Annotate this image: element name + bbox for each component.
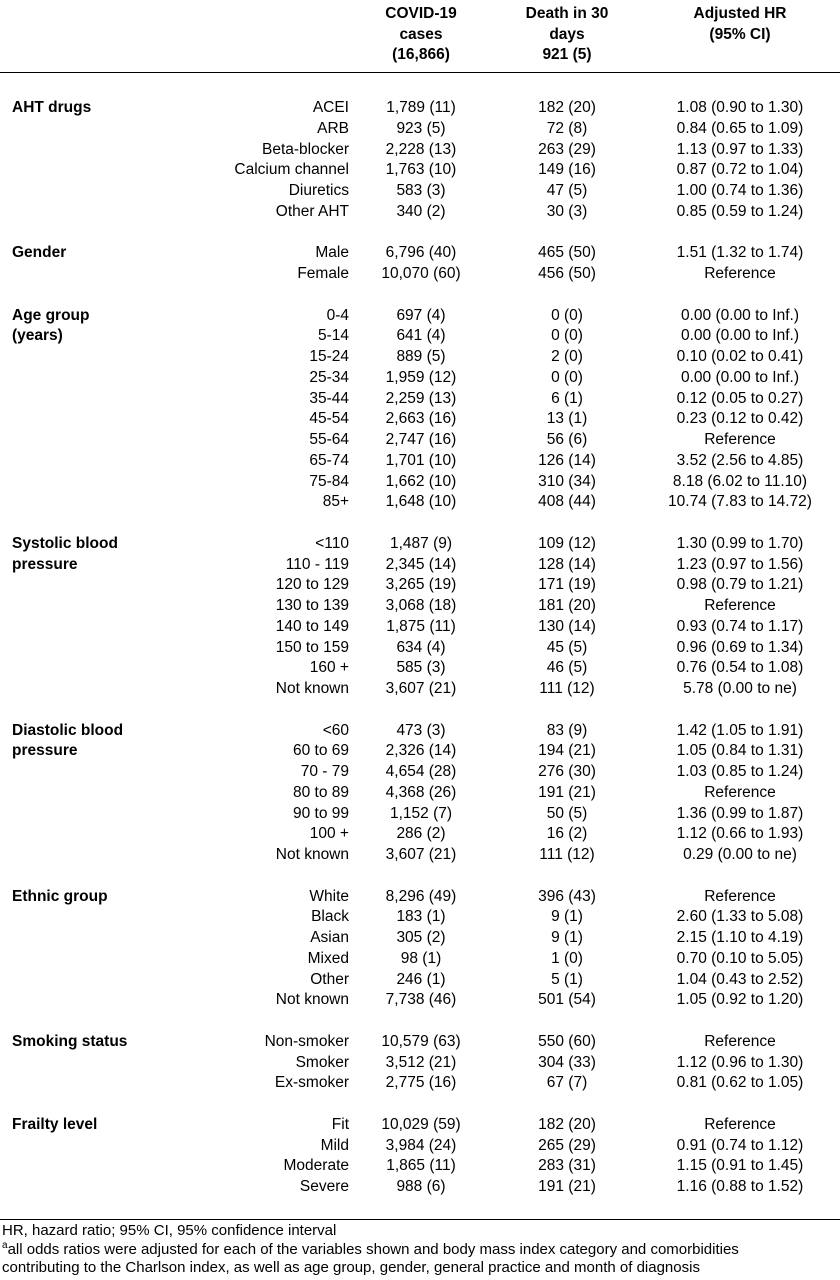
death-cell: 149 (16) bbox=[538, 161, 596, 179]
cases-cell: 1,865 (11) bbox=[386, 1157, 456, 1175]
row-label: Beta-blocker bbox=[261, 140, 349, 158]
header-hr bbox=[650, 0, 830, 72]
cases-cell: 340 (2) bbox=[396, 202, 446, 220]
death-cell: 310 (34) bbox=[538, 472, 596, 490]
cases-cell: 1,763 (10) bbox=[385, 161, 457, 179]
footer-rule bbox=[0, 1219, 840, 1220]
row-label: 140 to 149 bbox=[275, 617, 349, 635]
hr-cell: 10.74 (7.83 to 14.72) bbox=[668, 493, 812, 511]
group-label: Ethnic group bbox=[12, 887, 108, 905]
death-cell: 130 (14) bbox=[538, 617, 596, 635]
death-cell: 182 (20) bbox=[538, 99, 596, 116]
row-label: Mild bbox=[320, 1136, 349, 1154]
death-cell: 191 (21) bbox=[538, 783, 596, 801]
cases-cell: 7,738 (46) bbox=[385, 991, 457, 1009]
row-label: 90 to 99 bbox=[292, 804, 349, 822]
row-label: 45-54 bbox=[309, 410, 349, 428]
death-cell: 5 (1) bbox=[551, 970, 583, 988]
death-cell: 128 (14) bbox=[538, 555, 596, 573]
death-cell: 396 (43) bbox=[538, 887, 596, 905]
group-label: Systolic blood bbox=[12, 534, 118, 552]
hr-cell: Reference bbox=[704, 265, 776, 282]
death-cell: 182 (20) bbox=[538, 1115, 596, 1133]
row-label: <110 bbox=[315, 534, 349, 552]
hr-cell: 2.60 (1.33 to 5.08) bbox=[676, 908, 804, 926]
cases-cell: 2,345 (14) bbox=[385, 555, 457, 573]
hr-cell: 1.12 (0.66 to 1.93) bbox=[676, 825, 804, 843]
death-cell: 0 (0) bbox=[551, 327, 583, 345]
death-cell: 408 (44) bbox=[538, 493, 596, 511]
hr-cell: 1.08 (0.90 to 1.30) bbox=[676, 99, 804, 116]
death-cell: 283 (31) bbox=[538, 1157, 596, 1175]
hr-cell: 0.76 (0.54 to 1.08) bbox=[676, 659, 804, 677]
group-label: Gender bbox=[12, 244, 67, 262]
group-label: Age group bbox=[12, 306, 90, 324]
death-cell: 126 (14) bbox=[538, 451, 596, 469]
cases-cell: 1,875 (11) bbox=[386, 617, 456, 635]
cases-cell: 98 (1) bbox=[400, 949, 442, 967]
footnote-adjustment-line-2: contributing to the Charlson index, as well as age group, gender, general practice and month of diagnosis bbox=[2, 1259, 700, 1276]
hr-cell: 1.03 (0.85 to 1.24) bbox=[676, 763, 804, 780]
header-cases-line-3: (16,866) bbox=[392, 46, 450, 63]
hr-cell: Reference bbox=[704, 1032, 776, 1050]
row-label: ACEI bbox=[312, 99, 349, 116]
death-cell: 45 (5) bbox=[546, 638, 588, 656]
row-label: 65-74 bbox=[309, 451, 349, 469]
hr-cell: 1.05 (0.84 to 1.31) bbox=[676, 742, 804, 760]
hr-cell: Reference bbox=[704, 597, 776, 614]
row-label: 85+ bbox=[322, 493, 349, 511]
hr-cell: 0.10 (0.02 to 0.41) bbox=[676, 348, 804, 365]
death-cell: 501 (54) bbox=[538, 991, 596, 1009]
group-label: Smoking status bbox=[12, 1032, 128, 1050]
cases-cell: 2,259 (13) bbox=[385, 389, 457, 407]
cases-cell: 183 (1) bbox=[396, 908, 446, 926]
cases-cell: 697 (4) bbox=[396, 306, 446, 324]
hr-cell: 0.91 (0.74 to 1.12) bbox=[676, 1136, 804, 1154]
header-death-line-1: Death in 30 bbox=[525, 5, 609, 22]
death-cell: 47 (5) bbox=[546, 182, 588, 199]
row-label: Not known bbox=[275, 991, 349, 1009]
row-label: 110 - 119 bbox=[285, 555, 349, 573]
footnote-abbreviations: HR, hazard ratio; 95% CI, 95% confidence interval bbox=[2, 1222, 337, 1239]
cases-cell: 1,487 (9) bbox=[389, 534, 453, 552]
death-cell: 194 (21) bbox=[538, 742, 596, 760]
death-cell: 263 (29) bbox=[538, 140, 596, 158]
row-label: ARB bbox=[317, 119, 349, 137]
hr-cell: 0.96 (0.69 to 1.34) bbox=[676, 638, 804, 656]
cases-cell: 2,228 (13) bbox=[385, 140, 457, 158]
death-cell: 13 (1) bbox=[546, 410, 588, 428]
hr-cell: 1.36 (0.99 to 1.87) bbox=[676, 804, 804, 822]
cases-cell: 641 (4) bbox=[396, 327, 446, 345]
row-label: Black bbox=[311, 908, 349, 926]
header-death-line-3: 921 (5) bbox=[542, 46, 592, 63]
cases-cell: 1,648 (10) bbox=[385, 493, 457, 511]
cases-cell: 246 (1) bbox=[396, 970, 446, 988]
hr-cell: 0.87 (0.72 to 1.04) bbox=[676, 161, 804, 179]
hr-cell: 1.12 (0.96 to 1.30) bbox=[676, 1053, 804, 1071]
death-cell: 109 (12) bbox=[538, 534, 596, 552]
row-label: Fit bbox=[331, 1115, 349, 1133]
row-label: Diuretics bbox=[288, 182, 349, 199]
death-cell: 56 (6) bbox=[546, 431, 588, 448]
death-cell: 111 (12) bbox=[539, 846, 595, 863]
cases-cell: 923 (5) bbox=[396, 119, 446, 137]
row-label: <60 bbox=[322, 721, 349, 739]
death-cell: 276 (30) bbox=[538, 763, 596, 780]
header-cases-line-1: COVID-19 bbox=[385, 5, 457, 22]
death-cell: 6 (1) bbox=[551, 389, 583, 407]
death-cell: 304 (33) bbox=[538, 1053, 596, 1071]
hr-cell: 0.98 (0.79 to 1.21) bbox=[676, 576, 804, 594]
hr-cell: 0.81 (0.62 to 1.05) bbox=[676, 1074, 804, 1092]
group-label: AHT drugs bbox=[12, 99, 92, 116]
death-cell: 111 (12) bbox=[539, 680, 595, 697]
hr-cell: 0.93 (0.74 to 1.17) bbox=[676, 617, 804, 635]
hr-cell: Reference bbox=[704, 431, 776, 448]
row-label: 60 to 69 bbox=[292, 742, 349, 760]
hr-cell: 1.51 (1.32 to 1.74) bbox=[676, 244, 804, 262]
hr-cell: 0.29 (0.00 to ne) bbox=[683, 846, 797, 863]
row-label: 80 to 89 bbox=[292, 783, 349, 801]
group-label: (years) bbox=[12, 327, 63, 345]
row-label: Female bbox=[297, 265, 349, 282]
row-label: 150 to 159 bbox=[275, 638, 349, 656]
row-label: Other AHT bbox=[275, 202, 349, 220]
hr-cell: 0.00 (0.00 to Inf.) bbox=[680, 368, 800, 386]
header-hr-line-1: Adjusted HR bbox=[693, 5, 787, 22]
hr-cell: 0.85 (0.59 to 1.24) bbox=[676, 202, 804, 220]
cases-cell: 305 (2) bbox=[396, 929, 446, 946]
row-label: Not known bbox=[275, 846, 349, 863]
hr-cell: 0.23 (0.12 to 0.42) bbox=[676, 410, 804, 428]
hr-cell: Reference bbox=[704, 887, 776, 905]
row-label: 5-14 bbox=[317, 327, 349, 345]
cases-cell: 585 (3) bbox=[396, 659, 446, 677]
row-label: Asian bbox=[310, 929, 349, 946]
death-cell: 265 (29) bbox=[538, 1136, 596, 1154]
row-label: Severe bbox=[299, 1178, 349, 1195]
header-death bbox=[497, 0, 637, 72]
row-label: 75-84 bbox=[309, 472, 349, 490]
hr-cell: 1.15 (0.91 to 1.45) bbox=[676, 1157, 804, 1175]
hr-cell: 3.52 (2.56 to 4.85) bbox=[676, 451, 804, 469]
footnote-adjustment-line-1 bbox=[2, 1241, 838, 1260]
row-label: Smoker bbox=[295, 1053, 349, 1071]
death-cell: 9 (1) bbox=[551, 908, 583, 926]
death-cell: 191 (21) bbox=[538, 1178, 596, 1195]
hr-cell: 1.30 (0.99 to 1.70) bbox=[676, 534, 804, 552]
death-cell: 171 (19) bbox=[538, 576, 596, 594]
cases-cell: 10,579 (63) bbox=[381, 1032, 461, 1050]
hr-cell: 1.05 (0.92 to 1.20) bbox=[676, 991, 804, 1009]
hr-cell: 1.42 (1.05 to 1.91) bbox=[676, 721, 804, 739]
cases-cell: 8,296 (49) bbox=[385, 887, 457, 905]
hr-cell: 1.00 (0.74 to 1.36) bbox=[676, 182, 804, 199]
cases-cell: 1,789 (11) bbox=[386, 99, 456, 116]
hr-cell: 2.15 (1.10 to 4.19) bbox=[676, 929, 804, 946]
header-cases-line-2: cases bbox=[399, 25, 443, 43]
death-cell: 83 (9) bbox=[546, 721, 588, 739]
cases-cell: 2,775 (16) bbox=[385, 1074, 457, 1092]
footnote-marker: a bbox=[2, 1239, 8, 1251]
cases-cell: 988 (6) bbox=[396, 1178, 446, 1195]
cases-cell: 2,663 (16) bbox=[385, 410, 457, 428]
cases-cell: 3,512 (21) bbox=[385, 1053, 457, 1071]
death-cell: 30 (3) bbox=[546, 202, 588, 220]
row-label: 25-34 bbox=[309, 368, 349, 386]
cases-cell: 1,959 (12) bbox=[385, 368, 457, 386]
cases-cell: 3,607 (21) bbox=[385, 680, 457, 697]
cases-cell: 4,654 (28) bbox=[385, 763, 457, 780]
row-label: 70 - 79 bbox=[300, 763, 349, 780]
row-label: Ex-smoker bbox=[274, 1074, 349, 1092]
group-label: pressure bbox=[12, 742, 78, 760]
hr-cell: 0.00 (0.00 to Inf.) bbox=[680, 327, 800, 345]
cases-cell: 1,701 (10) bbox=[385, 451, 457, 469]
death-cell: 67 (7) bbox=[546, 1074, 588, 1092]
row-label: Calcium channel bbox=[234, 161, 349, 179]
cases-cell: 2,747 (16) bbox=[385, 431, 457, 448]
death-cell: 456 (50) bbox=[538, 265, 596, 282]
hr-cell: 0.12 (0.05 to 0.27) bbox=[676, 389, 804, 407]
hr-cell: 8.18 (6.02 to 11.10) bbox=[672, 472, 808, 490]
cases-cell: 10,029 (59) bbox=[381, 1115, 461, 1133]
cases-cell: 4,368 (26) bbox=[385, 783, 457, 801]
hr-cell: 0.00 (0.00 to Inf.) bbox=[680, 306, 800, 324]
death-cell: 0 (0) bbox=[551, 306, 583, 324]
death-cell: 50 (5) bbox=[546, 804, 588, 822]
death-cell: 46 (5) bbox=[546, 659, 588, 677]
header-rule bbox=[0, 72, 840, 73]
row-label: 120 to 129 bbox=[275, 576, 349, 594]
row-label: 35-44 bbox=[309, 389, 349, 407]
row-label: Non-smoker bbox=[264, 1032, 349, 1050]
hr-cell: 0.84 (0.65 to 1.09) bbox=[676, 119, 804, 137]
cases-cell: 6,796 (40) bbox=[385, 244, 457, 262]
footnote-adjustment-text: all odds ratios were adjusted for each of the variables shown and body mass index category and comorbidities bbox=[7, 1240, 739, 1258]
death-cell: 465 (50) bbox=[538, 244, 596, 262]
cases-cell: 634 (4) bbox=[396, 638, 446, 656]
group-label: Frailty level bbox=[12, 1115, 98, 1133]
hr-cell: 1.23 (0.97 to 1.56) bbox=[676, 555, 804, 573]
header-hr-line-2: (95% CI) bbox=[709, 25, 771, 43]
death-cell: 9 (1) bbox=[551, 929, 583, 946]
hr-cell: 1.04 (0.43 to 2.52) bbox=[676, 970, 804, 988]
cases-cell: 889 (5) bbox=[396, 348, 446, 365]
cases-cell: 3,068 (18) bbox=[385, 597, 457, 614]
row-label: 130 to 139 bbox=[275, 597, 349, 614]
group-label: pressure bbox=[12, 555, 78, 573]
death-cell: 0 (0) bbox=[551, 368, 583, 386]
cases-cell: 3,984 (24) bbox=[385, 1136, 457, 1154]
death-cell: 181 (20) bbox=[538, 597, 596, 614]
row-label: White bbox=[309, 887, 349, 905]
cases-cell: 3,607 (21) bbox=[385, 846, 457, 863]
death-cell: 72 (8) bbox=[546, 119, 588, 137]
hr-cell: Reference bbox=[704, 783, 776, 801]
header-cases bbox=[346, 0, 496, 72]
group-label: Diastolic blood bbox=[12, 721, 124, 739]
cases-cell: 10,070 (60) bbox=[381, 265, 461, 282]
death-cell: 2 (0) bbox=[551, 348, 583, 365]
row-label: Moderate bbox=[283, 1157, 349, 1175]
row-label: 55-64 bbox=[309, 431, 349, 448]
row-label: Not known bbox=[275, 680, 349, 697]
footnotes bbox=[2, 1222, 838, 1278]
row-label: 160 + bbox=[309, 659, 349, 677]
cases-cell: 473 (3) bbox=[396, 721, 446, 739]
row-label: Mixed bbox=[307, 949, 349, 967]
cases-cell: 1,662 (10) bbox=[385, 472, 457, 490]
death-cell: 1 (0) bbox=[551, 949, 583, 967]
cases-cell: 1,152 (7) bbox=[389, 804, 453, 822]
cases-cell: 2,326 (14) bbox=[385, 742, 457, 760]
header-death-line-2: days bbox=[549, 25, 585, 43]
death-cell: 16 (2) bbox=[546, 825, 588, 843]
row-label: 100 + bbox=[309, 825, 349, 843]
hr-cell: 5.78 (0.00 to ne) bbox=[683, 680, 797, 697]
hr-cell: 1.13 (0.97 to 1.33) bbox=[676, 140, 804, 158]
row-label: 0-4 bbox=[326, 306, 349, 324]
cases-cell: 3,265 (19) bbox=[385, 576, 457, 594]
cases-cell: 583 (3) bbox=[396, 182, 446, 199]
cases-cell: 286 (2) bbox=[396, 825, 446, 843]
hr-cell: 1.16 (0.88 to 1.52) bbox=[676, 1178, 804, 1195]
death-cell: 550 (60) bbox=[538, 1032, 596, 1050]
row-label: Male bbox=[315, 244, 349, 262]
hr-cell: 0.70 (0.10 to 5.05) bbox=[676, 949, 804, 967]
hr-cell: Reference bbox=[704, 1115, 776, 1133]
row-label: 15-24 bbox=[309, 348, 349, 365]
row-label: Other bbox=[310, 970, 349, 988]
